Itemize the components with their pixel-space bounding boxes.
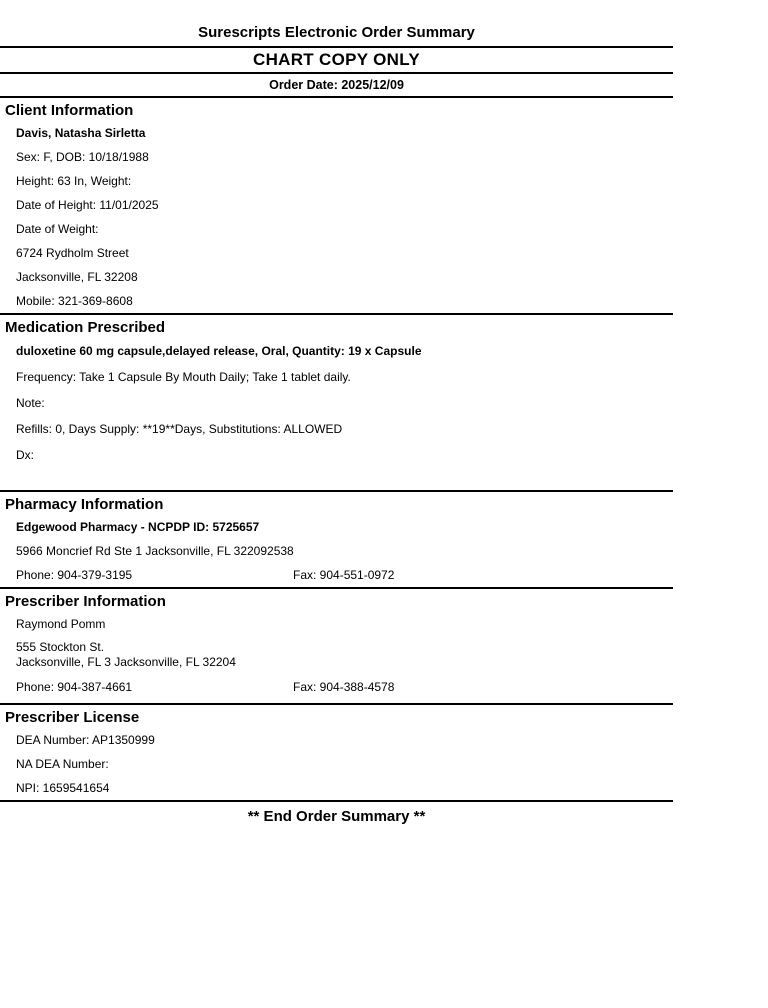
license-npi: NPI: 1659541654 — [16, 781, 110, 795]
prescriber-name: Raymond Pomm — [16, 617, 106, 631]
pharmacy-address: 5966 Moncrief Rd Ste 1 Jacksonville, FL 322092538 — [16, 544, 294, 558]
medication-note: Note: — [16, 396, 45, 410]
client-date-of-height: Date of Height: 11/01/2025 — [16, 198, 159, 212]
client-sex-dob: Sex: F, DOB: 10/18/1988 — [16, 150, 149, 164]
order-date: Order Date: 2025/12/09 — [0, 74, 673, 98]
medication-frequency: Frequency: Take 1 Capsule By Mouth Daily; Take 1 tablet daily. — [16, 370, 351, 384]
medication-refills: Refills: 0, Days Supply: **19**Days, Substitutions: ALLOWED — [16, 422, 343, 436]
client-city-state-zip: Jacksonville, FL 32208 — [16, 270, 138, 284]
prescriber-license-heading: Prescriber License — [5, 709, 140, 726]
prescriber-phone-fax-row — [0, 673, 673, 701]
prescriber-address-line1: 555 Stockton St. — [16, 640, 105, 654]
license-dea-number: DEA Number: AP1350999 — [16, 733, 155, 747]
prescriber-phone: Phone: 904-387-4661 — [16, 680, 133, 694]
medication-prescribed-section — [0, 315, 673, 492]
client-height-weight: Height: 63 In, Weight: — [16, 174, 132, 188]
pharmacy-name: Edgewood Pharmacy - NCPDP ID: 5725657 — [16, 520, 260, 534]
medication-drug: duloxetine 60 mg capsule,delayed release, Oral, Quantity: 19 x Capsule — [16, 344, 422, 358]
pharmacy-information-heading: Pharmacy Information — [5, 496, 164, 513]
pharmacy-phone: Phone: 904-379-3195 — [16, 568, 133, 582]
client-mobile: Mobile: 321-369-8608 — [16, 294, 133, 308]
prescriber-information-heading: Prescriber Information — [5, 593, 166, 610]
prescriber-license-section — [0, 705, 673, 802]
medication-prescribed-heading: Medication Prescribed — [5, 319, 166, 336]
medication-dx: Dx: — [16, 448, 34, 462]
client-street: 6724 Rydholm Street — [16, 246, 129, 260]
prescriber-information-section — [0, 589, 673, 705]
end-order-summary: ** End Order Summary ** — [247, 807, 426, 825]
license-na-dea-number: NA DEA Number: — [16, 757, 109, 771]
pharmacy-information-section — [0, 492, 673, 589]
client-name: Davis, Natasha Sirletta — [16, 126, 146, 140]
client-information-heading: Client Information — [5, 102, 134, 119]
chart-copy-banner: CHART COPY ONLY — [0, 48, 673, 74]
prescriber-address — [0, 640, 673, 670]
prescriber-fax: Fax: 904-388-4578 — [293, 680, 395, 694]
document-title: Surescripts Electronic Order Summary — [0, 0, 673, 48]
pharmacy-phone-fax-row — [0, 563, 673, 587]
client-date-of-weight: Date of Weight: — [16, 222, 99, 236]
prescriber-address-line2: Jacksonville, FL 3 Jacksonville, FL 32204 — [16, 655, 236, 669]
pharmacy-fax: Fax: 904-551-0972 — [293, 568, 395, 582]
client-information-section — [0, 98, 673, 315]
